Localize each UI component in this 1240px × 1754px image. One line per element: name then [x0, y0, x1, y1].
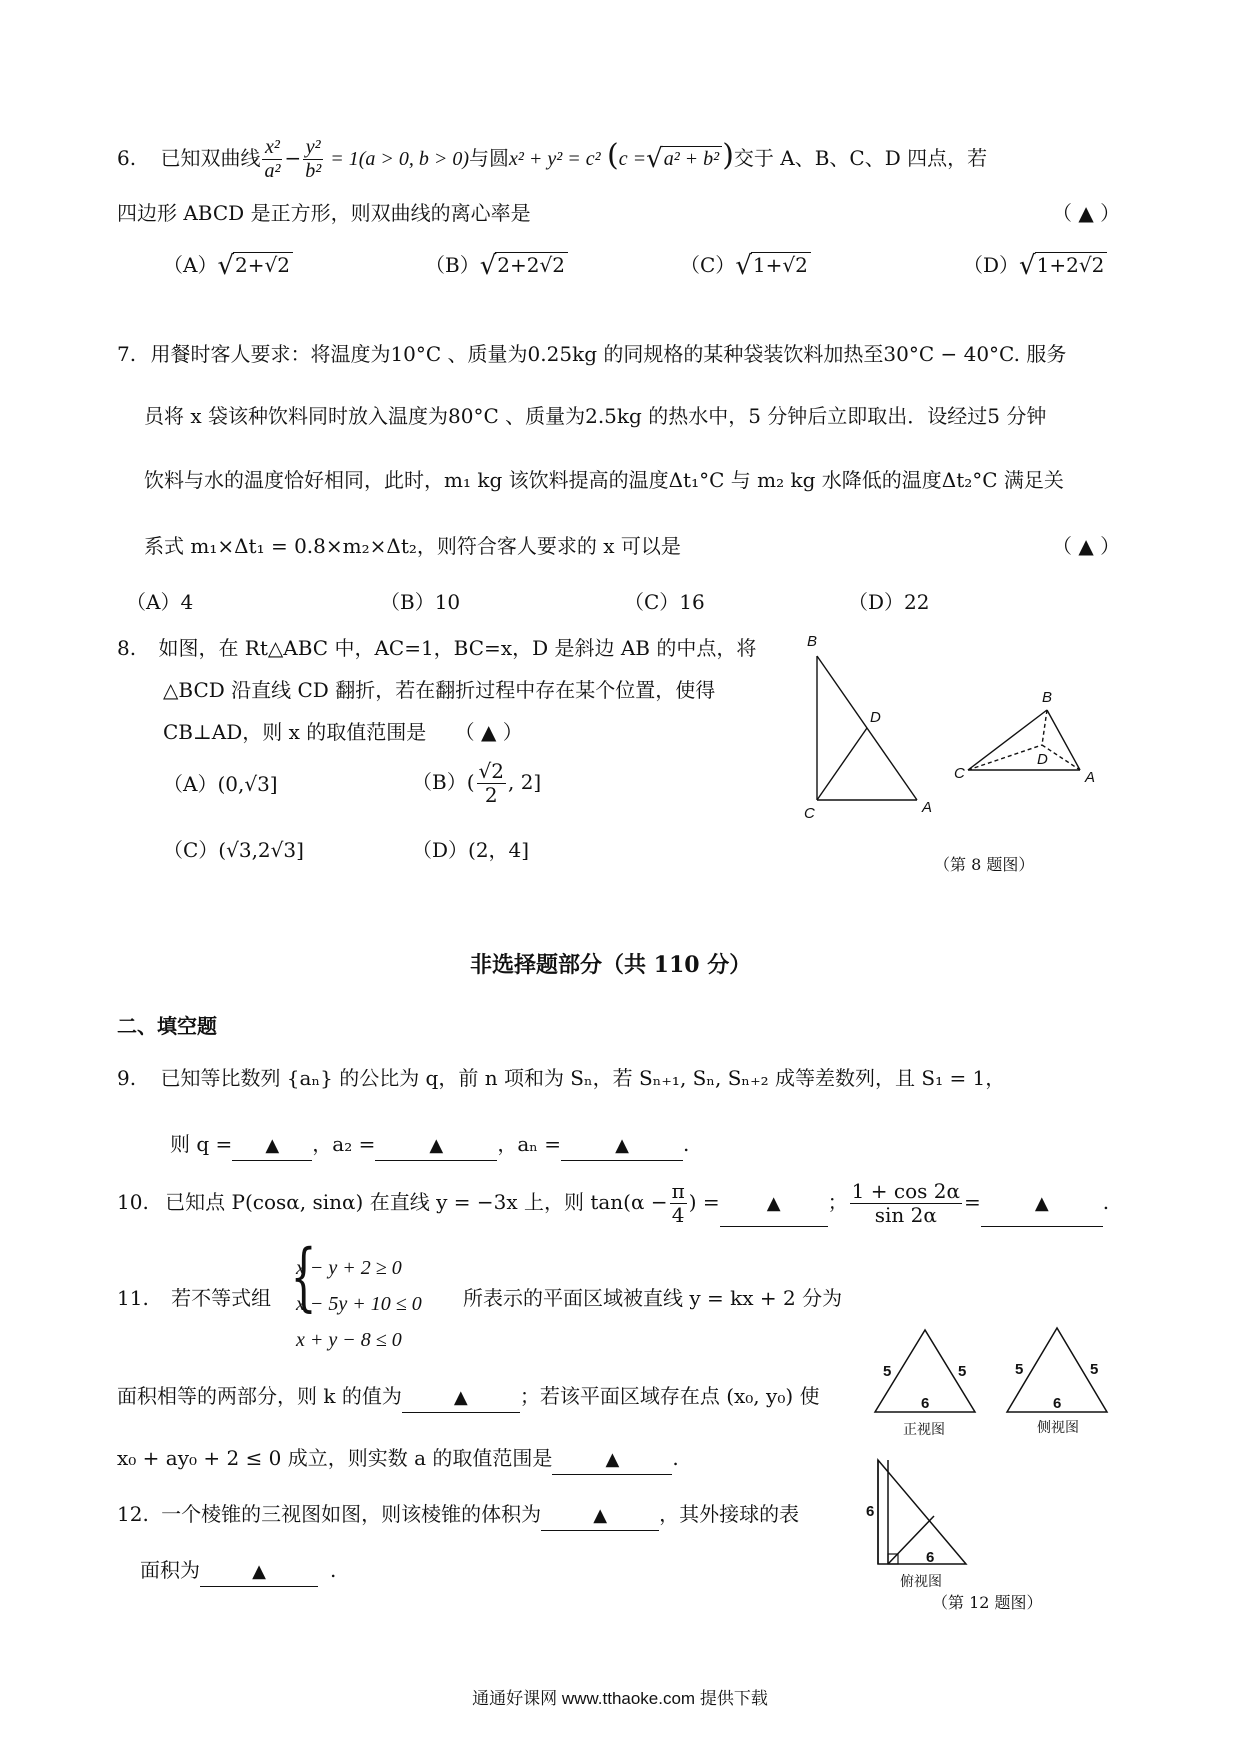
q12-top-view-label: 俯视图	[900, 1573, 942, 1589]
q7-text-1: 用餐时客人要求：将温度为10°C 、质量为0.25kg 的同规格的某种袋装饮料加热至30°C − 40°C. 服务	[150, 342, 1067, 366]
q12-side-base: 6	[1053, 1395, 1062, 1412]
q10-text-1: 已知点 P(cosα, sinα) 在直线 y = −3x 上，则 tan(α −	[165, 1190, 668, 1214]
q12-side-view-label: 侧视图	[1037, 1419, 1079, 1435]
q8-line3	[163, 718, 523, 746]
q12-front-base: 6	[921, 1395, 930, 1412]
q6-option-d: （D）√1+2√2	[963, 248, 1107, 283]
q6-line1: 6. 已知双曲线 $\frac{\text{x²}}{\text{a²}}$ − $\frac{\text{y²}}{\text{b²}}$ = 1(a > 0, b > 0)与圆x² + y² = c² (c =√a² + b² )交于 A、B、C、D 四点，若	[117, 136, 988, 182]
q11-text-2a: 面积相等的两部分，则 k 的值为	[117, 1384, 402, 1408]
q11-text-2b: ；若该平面区域存在点 (x₀, y₀) 使	[519, 1384, 820, 1408]
q12-three-view-figure	[860, 1320, 1130, 1610]
q6-option-c: （C）√1+√2	[680, 248, 811, 283]
q6-option-b-value: 2+2√2	[495, 252, 568, 277]
q9-prompt-a2: ，a₂ =	[312, 1132, 376, 1156]
q7-line3: 饮料与水的温度恰好相同，此时，m₁ kg 该饮料提高的温度Δt₁°C 与 m₂ kg 水降低的温度Δt₂°C 满足关	[144, 468, 1064, 492]
q12-caption: （第 12 题图）	[932, 1593, 1043, 1612]
q10-blank-1[interactable]: ▲	[720, 1180, 828, 1227]
q9-number: 9.	[117, 1066, 137, 1090]
q11-system	[296, 1250, 422, 1358]
q10-number: 10.	[117, 1190, 149, 1214]
q12-front-left-edge: 5	[883, 1363, 892, 1380]
q8-number: 8.	[117, 636, 137, 660]
q9-prompt-q: 则 q =	[170, 1132, 233, 1156]
q7-line2: 员将 x 袋该种饮料同时放入温度为80°C 、质量为2.5kg 的热水中，5 分钟后立即取出．设经过5 分钟	[144, 404, 1047, 428]
q10-line: 10. 已知点 P(cosα, sinα) 在直线 y = −3x 上，则 tan(α − $\frac{\pi}{4}$ ) = ▲ ； $\frac{1 + \cos 2\alpha}{\sin 2\alpha}$ = ▲ .	[117, 1179, 1110, 1227]
q10-blank-2[interactable]: ▲	[981, 1180, 1103, 1227]
q8-line2: △BCD 沿直线 CD 翻折，若在翻折过程中存在某个位置，使得	[163, 678, 716, 702]
q9-text-1: 已知等比数列 {aₙ} 的公比为 q，前 n 项和为 Sₙ，若 Sₙ₊₁, Sₙ, Sₙ₊₂ 成等差数列，且 S₁ = 1，	[160, 1066, 1006, 1090]
q6-option-d-value: 1+2√2	[1035, 252, 1108, 277]
q12-top-base: 6	[926, 1549, 935, 1566]
q6-frac-x: $\frac{\text{x²}}{\text{a²}}$	[264, 136, 281, 182]
q8-caption: （第 8 题图）	[934, 855, 1035, 874]
q8-label-a: A	[922, 799, 933, 816]
q6-text-3: 交于 A、B、C、D 四点，若	[733, 146, 988, 170]
q12-line2: 面积为 ▲ .	[140, 1556, 336, 1587]
q6-option-b-label: （B）	[425, 253, 480, 277]
q8-fig2-bd	[1042, 710, 1047, 745]
q12-front-right-edge: 5	[958, 1363, 967, 1380]
q7-number: 7.	[117, 342, 137, 366]
q12-text-1a: 一个棱锥的三视图如图，则该棱锥的体积为	[161, 1502, 542, 1526]
q6-line2: 四边形 ABCD 是正方形，则双曲线的离心率是	[117, 201, 531, 225]
q8-label-c: C	[804, 805, 815, 822]
q8-option-c: （C）(√3,2√3]	[163, 838, 304, 862]
q12-number: 12.	[117, 1502, 149, 1526]
q6-option-d-label: （D）	[963, 253, 1020, 277]
q8-text-3: CB⊥AD，则 x 的取值范围是	[163, 720, 427, 744]
q7-line1	[117, 340, 1066, 368]
q8-answer-mark: （ ▲ ）	[454, 720, 523, 744]
q11-line3: x₀ + ay₀ + 2 ≤ 0 成立，则实数 a 的取值范围是 ▲ .	[117, 1444, 679, 1475]
q7-answer-mark: （ ▲ ）	[1052, 534, 1121, 558]
q6-option-a-label: （A）	[163, 253, 218, 277]
q6-option-c-label: （C）	[680, 253, 736, 277]
q8-fig2-label-c: C	[954, 765, 965, 782]
q8-text-1: 如图，在 Rt△ABC 中，AC=1，BC=x，D 是斜边 AB 的中点，将	[158, 636, 757, 660]
q8-label-b: B	[807, 633, 818, 650]
q7-option-a: （A）4	[126, 590, 194, 614]
q8-option-b-frac: $\frac{√2}{2}$	[478, 759, 504, 807]
q6-answer-mark: （ ▲ ）	[1052, 201, 1121, 225]
q8-fig2-label-b: B	[1042, 689, 1053, 706]
q11-brace: {	[290, 1234, 317, 1320]
q11-text-pre: 若不等式组	[171, 1286, 272, 1310]
q9-prompt-an: ，aₙ =	[497, 1132, 562, 1156]
q8-fig-cd	[817, 728, 867, 800]
q10-frac-pi: $\frac{\pi}{4}$	[671, 1179, 685, 1227]
q11-blank-k[interactable]: ▲	[402, 1382, 520, 1413]
q6-option-b: （B）√2+2√2	[425, 248, 568, 283]
section-2-heading: 二、填空题	[117, 1014, 217, 1038]
q7-option-d: （D）22	[848, 590, 930, 614]
q8-fig2-cd	[968, 745, 1042, 770]
q12-top-height: 6	[866, 1503, 875, 1520]
q6-option-a-value: 2+√2	[233, 252, 293, 277]
q6-frac-y: $\frac{\text{y²}}{\text{b²}}$	[305, 136, 322, 182]
q9-blank-a2[interactable]: ▲	[375, 1130, 497, 1161]
q11-ineq-1: x − y + 2 ≥ 0	[296, 1257, 402, 1279]
q8-figure	[790, 630, 1130, 830]
q11-ineq-2: x − 5y + 10 ≤ 0	[296, 1293, 422, 1315]
q12-top-view-triangle	[878, 1460, 966, 1564]
q7-line4: 系式 m₁×Δt₁ = 0.8×m₂×Δt₂，则符合客人要求的 x 可以是	[144, 534, 681, 558]
q11-number: 11.	[117, 1286, 149, 1310]
section-title: 非选择题部分（共 110 分）	[470, 952, 752, 978]
q8-fig2-cb	[968, 710, 1047, 770]
q11-pre	[117, 1284, 271, 1312]
q12-text-1b: ，其外接球的表	[659, 1502, 800, 1526]
q11-line2	[117, 1382, 820, 1413]
q8-fig2-label-a: A	[1085, 769, 1096, 786]
q8-option-a: （A）(0,√3]	[163, 772, 278, 796]
q8-fig2-ba	[1047, 710, 1080, 770]
q12-blank-surface[interactable]: ▲	[200, 1556, 318, 1587]
page-footer: 通通好课网 www.tthaoke.com 提供下载	[472, 1689, 768, 1708]
q12-text-2a: 面积为	[140, 1558, 200, 1582]
q8-label-d: D	[870, 709, 881, 726]
q7-option-c: （C）16	[624, 590, 705, 614]
q8-option-b-label: （B）	[412, 770, 467, 794]
q9-blank-q[interactable]: ▲	[232, 1130, 312, 1161]
q6-text-1: 已知双曲线	[160, 146, 261, 170]
q10-frac-expr: $\frac{1 + \cos 2\alpha}{\sin 2\alpha}$	[851, 1179, 960, 1227]
q12-line1	[117, 1500, 799, 1531]
q6-number: 6.	[117, 146, 137, 170]
q6-option-a: （A）√2+√2	[163, 248, 293, 283]
q6-text-2: 与圆	[469, 146, 510, 170]
q12-side-right-edge: 5	[1090, 1361, 1099, 1378]
q8-option-b: （B）( $\frac{√2}{2}$ , 2]	[412, 759, 542, 807]
q11-text-3a: x₀ + ay₀ + 2 ≤ 0 成立，则实数 a 的取值范围是	[117, 1446, 553, 1470]
q11-blank-a[interactable]: ▲	[552, 1444, 672, 1475]
q9-line2: 则 q = ▲ ，a₂ = ▲ ，aₙ = ▲ .	[170, 1130, 689, 1161]
q12-blank-volume[interactable]: ▲	[541, 1500, 659, 1531]
q11-post: 所表示的平面区域被直线 y = kx + 2 分为	[463, 1286, 843, 1310]
q12-side-left-edge: 5	[1015, 1361, 1024, 1378]
q8-fig2-label-d: D	[1037, 751, 1048, 768]
q9-line1	[117, 1064, 1005, 1092]
q8-line1	[117, 634, 756, 662]
q8-option-d: （D）(2，4]	[412, 838, 530, 862]
q7-option-b: （B）10	[380, 590, 461, 614]
q10-text-2: ) =	[688, 1190, 720, 1214]
q6-option-c-value: 1+√2	[751, 252, 811, 277]
q9-blank-an[interactable]: ▲	[561, 1130, 683, 1161]
q12-front-view-label: 正视图	[903, 1421, 945, 1437]
q11-ineq-3: x + y − 8 ≤ 0	[296, 1329, 402, 1351]
